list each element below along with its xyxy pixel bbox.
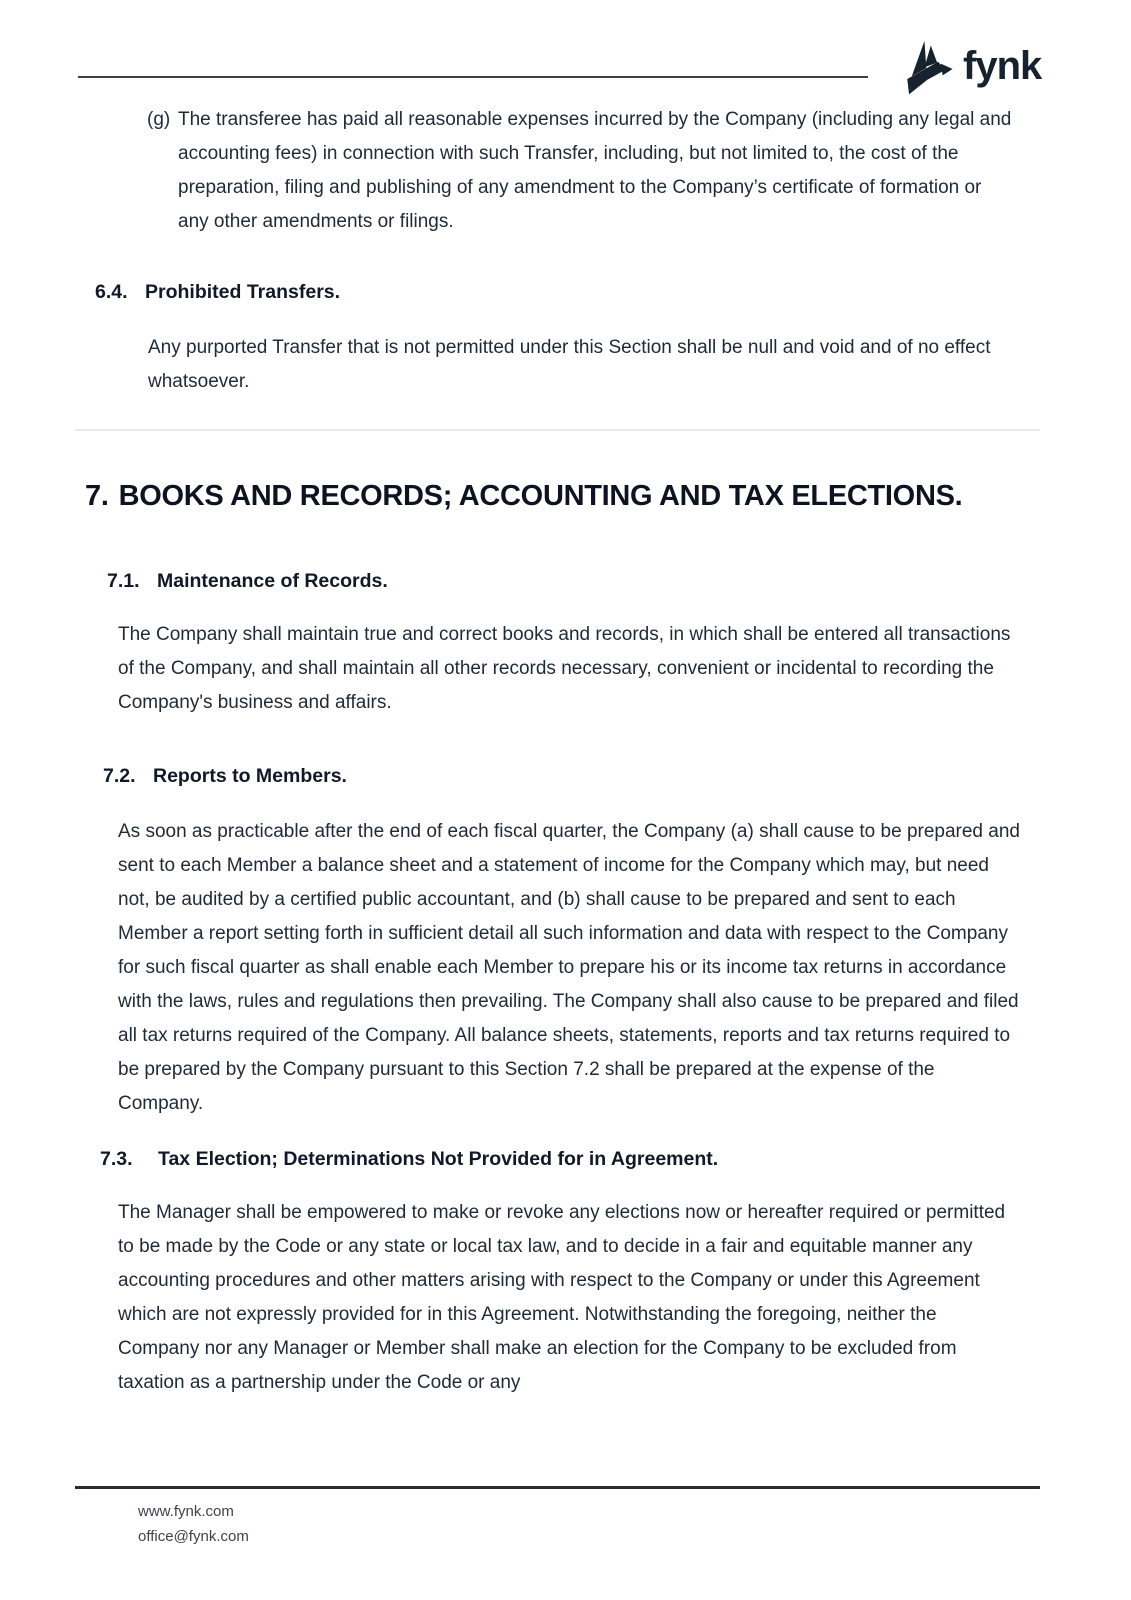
section-7-2-title: Reports to Members. [153, 765, 347, 787]
section-7-1-heading [107, 570, 388, 593]
footer-website-link[interactable]: www.fynk.com [138, 1503, 234, 1520]
section-7-3-body: The Manager shall be empowered to make or revoke any elections now or hereafter required or permitted to be made by the Code or any state or local tax law, and to decide in a fair and equitable manner any accounting procedures and other matters arising with respect to the Company or under this Agreement which are not expressly provided for in this Agreement. Notwithstanding the foregoing, neither the Company nor any Manager or Member shall make an election for the Company to be excluded from taxation as a partnership under the Code or any [118, 1202, 1006, 1393]
section-divider [75, 429, 1040, 431]
section-6-4-title: Prohibited Transfers. [145, 281, 341, 303]
clause-g [147, 103, 1015, 239]
section-7-1-title: Maintenance of Records. [157, 570, 388, 592]
section-7-2-heading [103, 765, 347, 788]
section-7-2-body: As soon as practicable after the end of each fiscal quarter, the Company (a) shall cause to be prepared and sent to each Member a balance sheet and a statement of income for the Company which may, but need not, be audited by a certified public accountant, and (b) shall cause to be prepared and sent to each Member a report setting forth in sufficient detail all such information and data with respect to the Company for such fiscal quarter as shall enable each Member to prepare his or its income tax returns in accordance with the laws, rules and regulations then prevailing. The Company shall also cause to be prepared and filed all tax returns required of the Company. All balance sheets, statements, reports and tax returns required to be prepared by the Company pursuant to this Section 7.2 shall be prepared at the expense of the Company. [118, 821, 1020, 1114]
clause-g-text: The transferee has paid all reasonable expenses incurred by the Company (including any legal and accounting fees) in connection with such Transfer, including, but not limited to, the cost of the preparation, filing and publishing of any amendment to the Company’s certificate of formation or any other amendments or filings. [178, 109, 1012, 232]
section-7-3-title: Tax Election; Determinations Not Provided for in Agreement. [158, 1148, 719, 1170]
article-7-heading [85, 480, 962, 513]
section-7-3-number: 7.3. [100, 1148, 133, 1170]
section-7-3-heading [100, 1148, 718, 1171]
fynk-logo-bird-icon [900, 40, 958, 98]
section-6-4-body: Any purported Transfer that is not permitted under this Section shall be null and void and of no effect whatsoever. [148, 337, 991, 392]
section-6-4-number: 6.4. [95, 281, 128, 303]
fynk-logo [900, 40, 1041, 98]
header-rule [78, 76, 868, 78]
section-7-1-body: The Company shall maintain true and correct books and records, in which shall be entered all transactions of the Company, and shall maintain all other records necessary, convenient or incidental to recording the Company's business and affairs. [118, 624, 1011, 713]
footer-email-link[interactable]: office@fynk.com [138, 1528, 249, 1545]
section-7-2-number: 7.2. [103, 765, 136, 787]
section-6-4-heading [95, 281, 340, 304]
section-7-1-number: 7.1. [107, 570, 140, 592]
fynk-logo-text: fynk [963, 44, 1042, 88]
article-7-title: BOOKS AND RECORDS; ACCOUNTING AND TAX ELECTIONS. [118, 480, 963, 512]
footer-links [138, 1499, 249, 1549]
article-7-number: 7. [85, 480, 109, 512]
footer-rule [75, 1486, 1040, 1489]
clause-g-marker: (g) [147, 109, 171, 130]
